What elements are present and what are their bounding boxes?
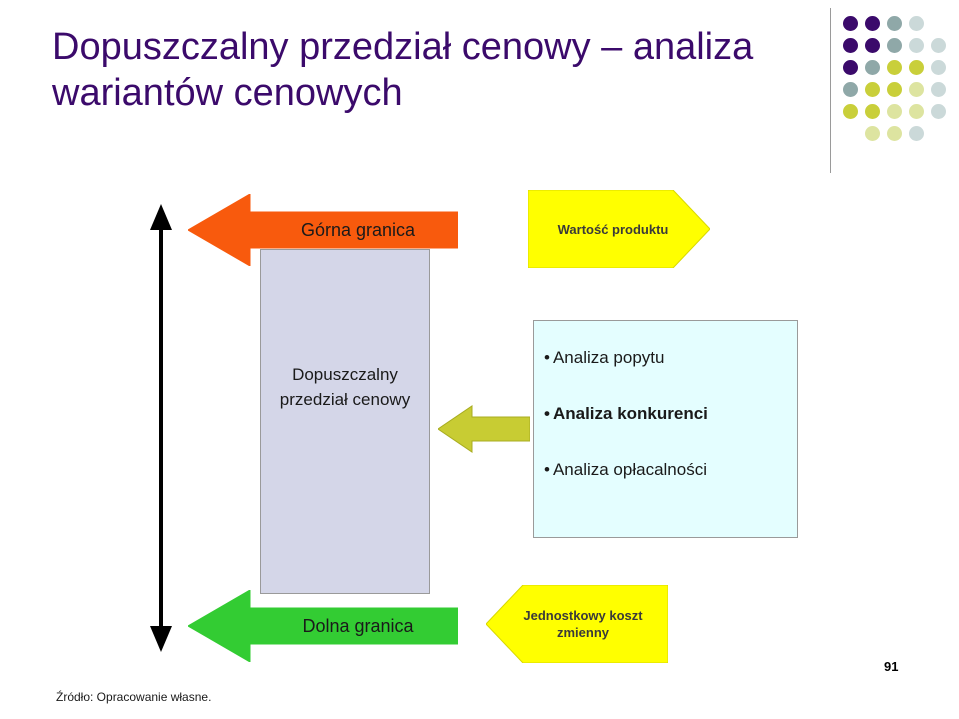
lower-limit-arrow: [188, 590, 458, 662]
logo-divider: [830, 8, 831, 173]
logo-dot: [843, 104, 858, 119]
analysis-link-arrow: [438, 404, 530, 454]
logo-dot: [931, 104, 946, 119]
allowed-price-range-box: [260, 249, 430, 594]
logo-dot: [887, 104, 902, 119]
bullet-marker: •: [544, 404, 550, 423]
upper-limit-label: Górna granica: [300, 219, 416, 240]
logo-dot: [931, 60, 946, 75]
logo-dot-grid: [843, 16, 953, 166]
unit-variable-cost-label: Jednostkowy koszt zmienny: [523, 608, 643, 640]
logo-dot: [843, 82, 858, 97]
analysis-bullet-1-text: Analiza popytu: [552, 348, 665, 367]
bullet-marker: •: [544, 348, 550, 367]
analysis-bullet-3-text: Analiza opłacalności: [552, 460, 707, 479]
lower-limit-label: Dolna granica: [302, 615, 414, 636]
logo-dot: [843, 38, 858, 53]
logo-dot: [865, 16, 880, 31]
logo-dot: [909, 126, 924, 141]
logo-dot: [909, 38, 924, 53]
product-value-callout: [528, 190, 710, 268]
logo-dot: [865, 126, 880, 141]
logo-dot: [865, 60, 880, 75]
logo-dot: [931, 38, 946, 53]
logo-dot: [887, 82, 902, 97]
price-range-span-arrow: [148, 204, 174, 652]
logo-dot: [843, 60, 858, 75]
logo-dot: [887, 60, 902, 75]
logo-dot: [887, 126, 902, 141]
logo-dot: [865, 82, 880, 97]
analysis-bullet-2: [544, 403, 783, 425]
allowed-price-range-label: Dopuszczalny przedział cenowy: [279, 365, 411, 409]
source-note: Źródło: Opracowanie własne.: [56, 690, 212, 704]
analysis-bullet-2-text: Analiza konkurenci: [552, 404, 708, 423]
analysis-bullet-3: [544, 459, 783, 481]
logo-dot: [909, 60, 924, 75]
logo-dot: [843, 16, 858, 31]
logo-dot: [931, 82, 946, 97]
bullet-marker: •: [544, 460, 550, 479]
analysis-bullet-1: [544, 347, 783, 369]
unit-variable-cost-callout: [486, 585, 668, 663]
logo-dot: [909, 16, 924, 31]
product-value-label: Wartość produktu: [557, 221, 669, 237]
logo-dot: [865, 104, 880, 119]
upper-limit-arrow: [188, 194, 458, 266]
logo-dot: [909, 82, 924, 97]
page-number: 91: [884, 659, 899, 674]
logo-dot: [887, 16, 902, 31]
analysis-box: [533, 320, 798, 538]
logo-dot: [887, 38, 902, 53]
logo-dot: [909, 104, 924, 119]
logo-dot: [865, 38, 880, 53]
page-title: Dopuszczalny przedział cenowy – analiza wariantów cenowych: [52, 26, 754, 114]
